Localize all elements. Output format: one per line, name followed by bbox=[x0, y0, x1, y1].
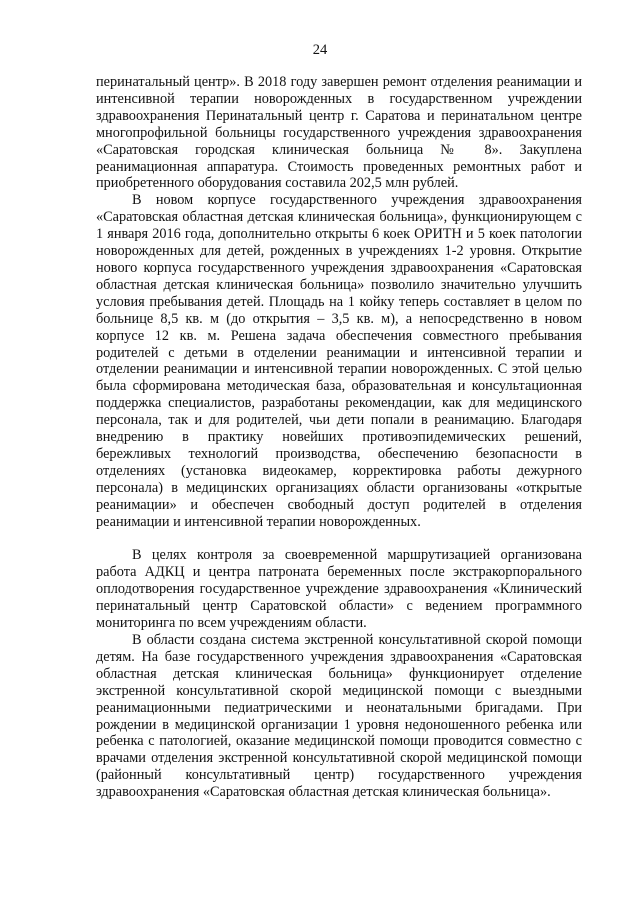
page-number: 24 bbox=[312, 42, 328, 58]
document-body bbox=[96, 74, 582, 801]
paragraph-continuation: перинатальный центр». В 2018 году завершен ремонт отделения реанимации и интенсивной терапии новорожденных в государственном учреждении здравоохранения Перинатальный центр г. Саратова и перинатальном центре многопрофильной больницы государственного учреждения здравоохранения «Саратовская городская клиническая больница № 8». Закуплена реанимационная аппаратура. Стоимость проведенных ремонтных работ и приобретенного оборудования составила 202,5 млн рублей. bbox=[96, 74, 582, 192]
paragraph-new-building: В новом корпусе государственного учреждения здравоохранения «Саратовская областная детская клиническая больница», функционирующем с 1 января 2016 года, дополнительно открыты 6 коек ОРИТН и 5 коек патологии новорожденных для детей, рожденных в учреждениях 1-2 уровня. Открытие нового корпуса государственного учреждения здравоохранения «Саратовская областная детская клиническая больница» позволило значительно улучшить условия пребывания детей. Площадь на 1 койку теперь составляет в целом по больнице 8,5 кв. м (до открытия – 3,5 кв. м), а непосредственно в новом корпусе 12 кв. м. Решена задача обеспечения совместного пребывания родителей с детьми в отделении реанимации и интенсивной терапии и отделении реанимации и интенсивной терапии новорожденных. С этой целью была сформирована методическая база, образовательная и консультационная поддержка специалистов, разработаны рекомендации, как для медицинского персонала, так и для родителей, чьи дети попали в реанимацию. Благодаря внедрению в практику новейших противоэпидемических решений, бережливых технологий производства, обеспечению безопасности в отделениях (установка видеокамер, корректировка работы дежурного персонала) в медицинских организациях области организованы «открытые реанимации» и обеспечен свободный доступ родителей в отделения реанимации и интенсивной терапии новорожденных. bbox=[96, 192, 582, 530]
paragraph-emergency-care: В области создана система экстренной консультативной скорой помощи детям. На базе государственного учреждения здравоохранения «Саратовская областная детская клиническая больница» функционирует отделение экстренной консультативной скорой медицинской помощи с выездными реанимационными педиатрическими и неонатальными бригадами. При рождении в медицинской организации 1 уровня недоношенного ребенка или ребенка с патологией, оказание медицинской помощи проводится совместно с врачами отделения экстренной консультативной скорой медицинской помощи (районный консультативный центр) государственного учреждения здравоохранения «Саратовская областная детская клиническая больница». bbox=[96, 632, 582, 801]
paragraph-routing-control: В целях контроля за своевременной маршрутизацией организована работа АДКЦ и центра патроната беременных после экстракорпорального оплодотворения государственное учреждение здравоохранения «Клинический перинатальный центр Саратовской области» с ведением программного мониторинга по всем учреждениям области. bbox=[96, 547, 582, 632]
